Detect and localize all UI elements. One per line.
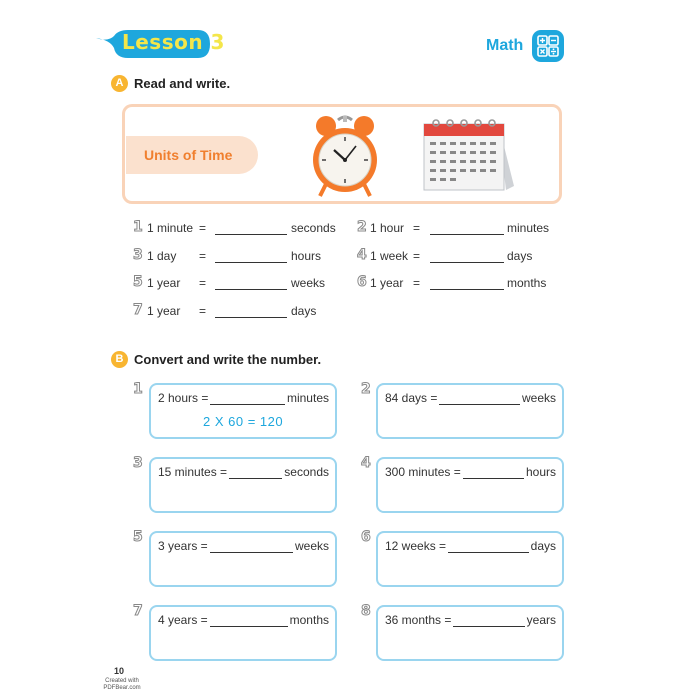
item-prompt: 12 weeks =	[385, 539, 447, 553]
answer-blank[interactable]	[210, 626, 288, 627]
answer-blank[interactable]	[215, 289, 287, 290]
answer-blank[interactable]	[215, 317, 287, 318]
answer-blank[interactable]	[439, 404, 520, 405]
item-number: 6	[361, 529, 371, 545]
item-unit: seconds	[284, 465, 329, 479]
answer-blank[interactable]	[430, 262, 504, 263]
row-unit: months	[507, 276, 547, 290]
row-equals: =	[413, 249, 421, 263]
answer-blank[interactable]	[210, 552, 293, 553]
item-prompt: 4 years =	[158, 613, 208, 627]
item-number: 7	[133, 603, 143, 619]
row-number: 3	[133, 247, 143, 263]
answer-blank[interactable]	[229, 478, 282, 479]
item-number: 4	[361, 455, 371, 471]
row-number: 4	[357, 247, 367, 263]
calendar-icon	[418, 114, 518, 196]
math-operations-icon	[531, 29, 565, 63]
row-number: 6	[357, 274, 367, 290]
item-number: 5	[133, 529, 143, 545]
section-a-title: Read and write.	[134, 76, 231, 91]
row-number: 2	[357, 219, 367, 235]
answer-blank[interactable]	[215, 234, 287, 235]
row-equals: =	[199, 304, 207, 318]
row-unit: seconds	[291, 221, 336, 235]
row-quantity: 1 hour	[370, 221, 405, 235]
section-a-badge: A	[111, 75, 128, 92]
answer-blank[interactable]	[210, 404, 285, 405]
item-prompt: 3 years =	[158, 539, 208, 553]
answer-blank[interactable]	[430, 289, 504, 290]
answer-blank[interactable]	[448, 552, 529, 553]
section-b-title: Convert and write the number.	[134, 352, 322, 367]
item-number: 3	[133, 455, 143, 471]
page-number: 10	[114, 666, 125, 676]
item-unit: minutes	[286, 391, 329, 405]
subject-label: Math	[486, 37, 524, 54]
row-number: 5	[133, 274, 143, 290]
row-quantity: 1 minute	[147, 221, 194, 235]
row-unit: weeks	[291, 276, 326, 290]
row-unit: minutes	[507, 221, 550, 235]
item-unit: months	[289, 613, 329, 627]
row-quantity: 1 year	[147, 304, 181, 318]
row-unit: days	[291, 304, 317, 318]
row-equals: =	[199, 221, 207, 235]
row-equals: =	[413, 276, 421, 290]
answer-blank[interactable]	[453, 626, 524, 627]
row-unit: hours	[291, 249, 322, 263]
alarm-clock-icon	[310, 112, 380, 198]
item-prompt: 15 minutes =	[158, 465, 228, 479]
item-unit: years	[526, 613, 556, 627]
item-number: 2	[361, 381, 371, 397]
row-equals: =	[199, 276, 207, 290]
item-prompt: 2 hours =	[158, 391, 209, 405]
row-quantity: 1 week	[370, 249, 409, 263]
pdf-credit	[92, 678, 152, 692]
row-unit: days	[507, 249, 533, 263]
item-unit: days	[530, 539, 556, 553]
row-number: 1	[133, 219, 143, 235]
answer-blank[interactable]	[215, 262, 287, 263]
credit-line-2: PDFBear.com	[103, 685, 141, 691]
row-quantity: 1 day	[147, 249, 177, 263]
answer-blank[interactable]	[463, 478, 524, 479]
item-prompt: 84 days =	[385, 391, 438, 405]
units-of-time-label: Units of Time	[144, 147, 233, 163]
item-prompt: 36 months =	[385, 613, 452, 627]
item-unit: hours	[525, 465, 556, 479]
worked-example: 2 X 60 = 120	[203, 414, 284, 429]
item-unit: weeks	[521, 391, 556, 405]
item-prompt: 300 minutes =	[385, 465, 461, 479]
row-equals: =	[199, 249, 207, 263]
row-quantity: 1 year	[147, 276, 181, 290]
lesson-title: Lesson 3	[122, 30, 225, 54]
row-quantity: 1 year	[370, 276, 404, 290]
item-number: 1	[133, 381, 143, 397]
row-equals: =	[413, 221, 421, 235]
item-unit: weeks	[294, 539, 329, 553]
answer-blank[interactable]	[430, 234, 504, 235]
credit-line-1: Created with	[105, 678, 139, 684]
row-number: 7	[133, 302, 143, 318]
item-number: 8	[361, 603, 371, 619]
section-b-badge: B	[111, 351, 128, 368]
